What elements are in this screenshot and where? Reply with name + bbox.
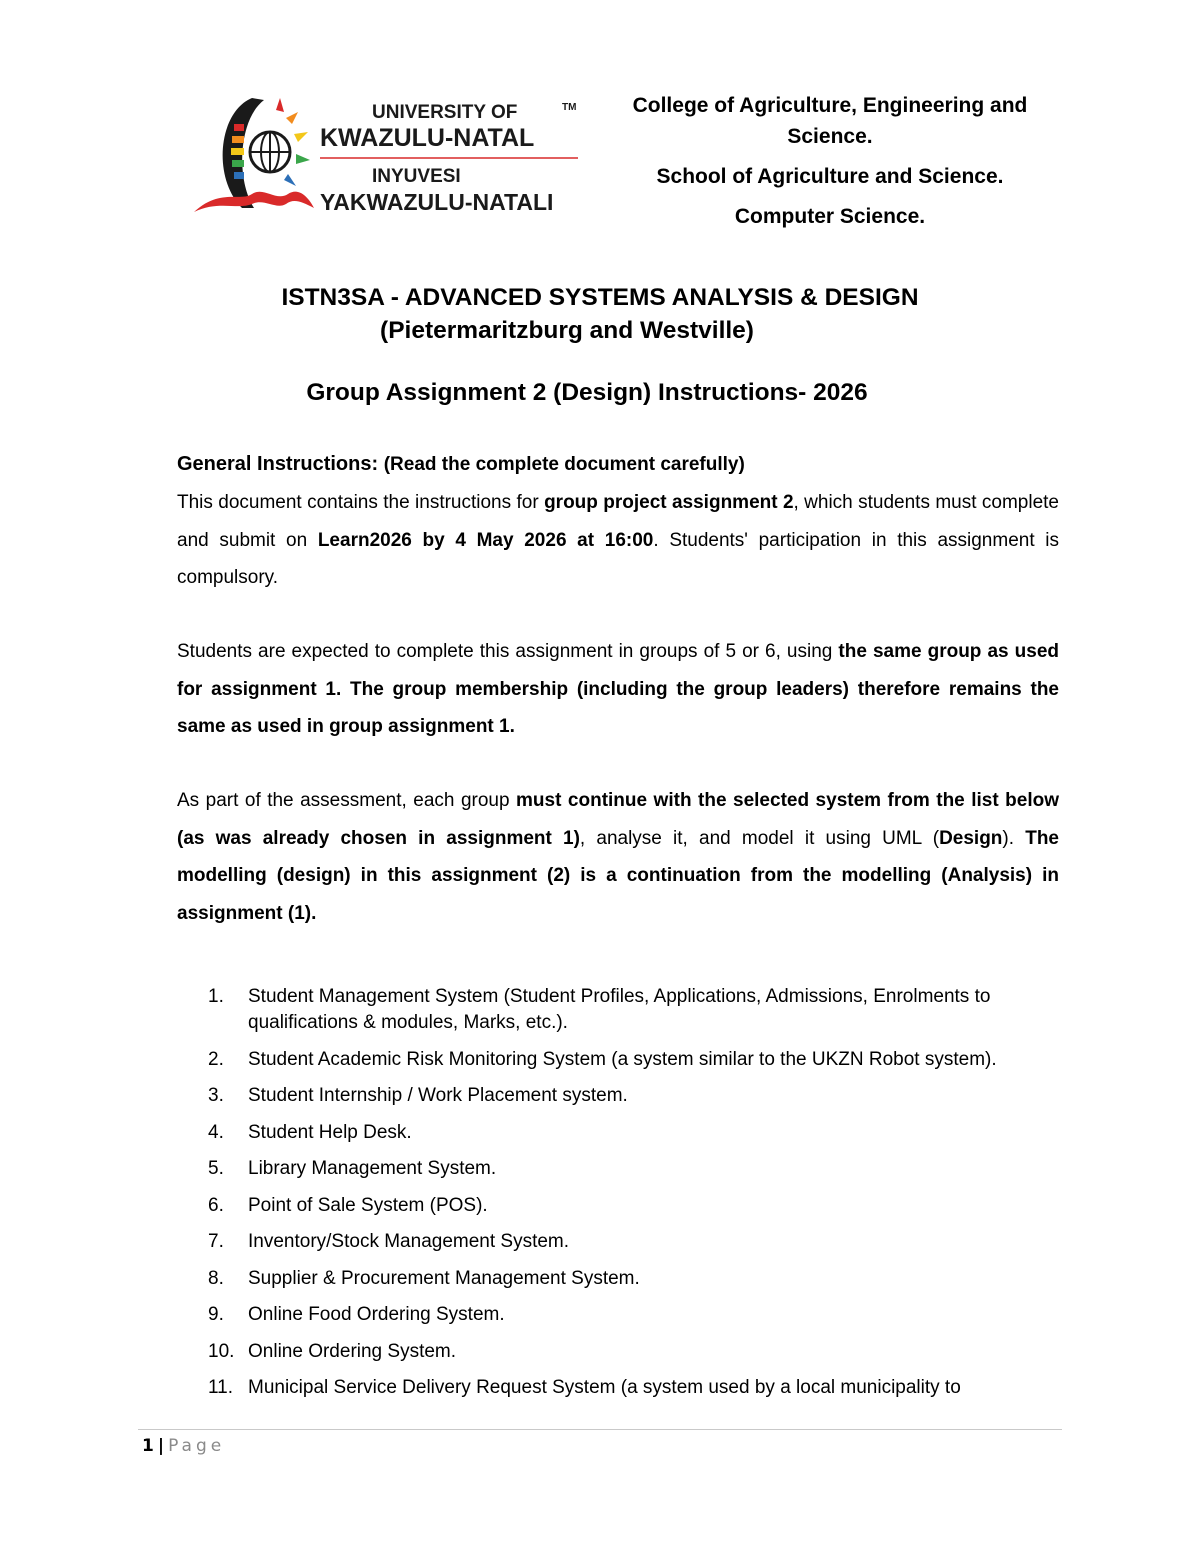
list-text: Online Ordering System. <box>248 1340 457 1362</box>
text-run: This document contains the instructions for <box>177 492 545 513</box>
list-item <box>208 1083 1098 1109</box>
footer-separator: | <box>157 1436 165 1456</box>
text-run: , which students must complete and submit on <box>177 492 1059 551</box>
system-list <box>208 984 1098 1412</box>
bold-run: The modelling (design) in this assignment (2) is a continuation from the modelling (Analysis) in assignment (1). <box>177 827 1059 924</box>
list-number: 1. <box>208 986 224 1007</box>
list-number: 4. <box>208 1121 224 1143</box>
list-item <box>208 1302 1098 1328</box>
list-text: Student Help Desk. <box>248 1121 412 1143</box>
college-info <box>600 90 1060 232</box>
list-number: 11. <box>208 1377 234 1398</box>
text-run: , analyse it, and model it using UML ( <box>579 827 940 849</box>
list-item <box>208 984 1098 1036</box>
list-text: Online Food Ordering System. <box>248 1304 505 1325</box>
list-item <box>208 1156 1098 1182</box>
list-text: Supplier & Procurement Management System. <box>248 1267 640 1289</box>
bold-run: Design <box>939 827 1003 849</box>
list-text: Student Academic Risk Monitoring System (a system similar to the UKZN Robot system). <box>248 1048 997 1070</box>
list-number: 8. <box>208 1267 224 1289</box>
general-heading-note: (Read the complete document carefully) <box>383 454 745 475</box>
bold-run: must continue with the selected system from the list below (as was already chosen in assignment 1) <box>177 790 1059 849</box>
list-text: Library Management System. <box>248 1158 497 1179</box>
list-item <box>208 1229 1098 1255</box>
college-name: College of Agriculture, Engineering and Science. <box>632 94 1028 148</box>
ukzn-logo <box>190 90 590 225</box>
page-label: Page <box>168 1436 226 1456</box>
paragraph-groups <box>177 633 1059 746</box>
list-number: 2. <box>208 1048 224 1070</box>
list-number: 6. <box>208 1194 224 1216</box>
list-item <box>208 1339 1098 1365</box>
assignment-title: Group Assignment 2 (Design) Instructions- 2026 <box>306 379 868 406</box>
list-number: 7. <box>208 1231 224 1252</box>
list-item <box>208 1193 1098 1219</box>
page-footer <box>142 1434 225 1458</box>
general-heading-label: General Instructions: <box>177 453 379 475</box>
text-run: ). <box>1002 827 1026 849</box>
list-number: 10. <box>208 1340 235 1362</box>
text-run: As part of the assessment, each group <box>177 790 517 811</box>
paragraph-assessment <box>177 782 1059 932</box>
general-instructions-heading <box>177 449 745 480</box>
list-text: Municipal Service Delivery Request System (a system used by a local municipality to <box>248 1377 961 1398</box>
logo-line1: UNIVERSITY OF <box>372 102 518 123</box>
list-item <box>208 1120 1098 1146</box>
logo-line3: INYUVESI <box>372 166 461 187</box>
bold-run: the same group as used for assignment 1. The group membership (including the group leaders) therefore remains the same as used in group assignment 1. <box>177 641 1059 737</box>
logo-tm: TM <box>562 102 577 113</box>
course-title: ISTN3SA - ADVANCED SYSTEMS ANALYSIS & DESIGN <box>281 284 919 311</box>
text-run: Students are expected to complete this assignment in groups of 5 or 6, using <box>177 641 839 662</box>
list-text: Student Management System (Student Profiles, Applications, Admissions, Enrolments to qualifications & modules, Marks, etc.). <box>248 986 991 1033</box>
bold-run: Learn2026 by 4 May 2026 at 16:00 <box>317 529 654 551</box>
list-item <box>208 1266 1098 1292</box>
list-text: Inventory/Stock Management System. <box>248 1231 570 1252</box>
department-name: Computer Science. <box>734 205 926 228</box>
list-number: 5. <box>208 1158 224 1179</box>
list-item <box>208 1047 1098 1073</box>
text-run: . Students' participation in this assignment is compulsory. <box>177 529 1060 588</box>
bold-run: group project assignment 2 <box>544 492 794 513</box>
logo-line4: YAKWAZULU-NATALI <box>320 189 554 215</box>
page-number: 1 <box>142 1436 154 1456</box>
list-text: Point of Sale System (POS). <box>248 1194 488 1216</box>
paragraph-submission <box>177 484 1059 597</box>
campus-title: (Pietermaritzburg and Westville) <box>380 317 754 344</box>
logo-line2: KWAZULU-NATAL <box>320 124 535 152</box>
footer-divider <box>138 1429 1062 1430</box>
list-item <box>208 1375 1098 1401</box>
list-text: Student Internship / Work Placement system. <box>248 1085 628 1106</box>
list-number: 3. <box>208 1085 224 1106</box>
school-name: School of Agriculture and Science. <box>656 165 1004 188</box>
list-number: 9. <box>208 1304 224 1325</box>
